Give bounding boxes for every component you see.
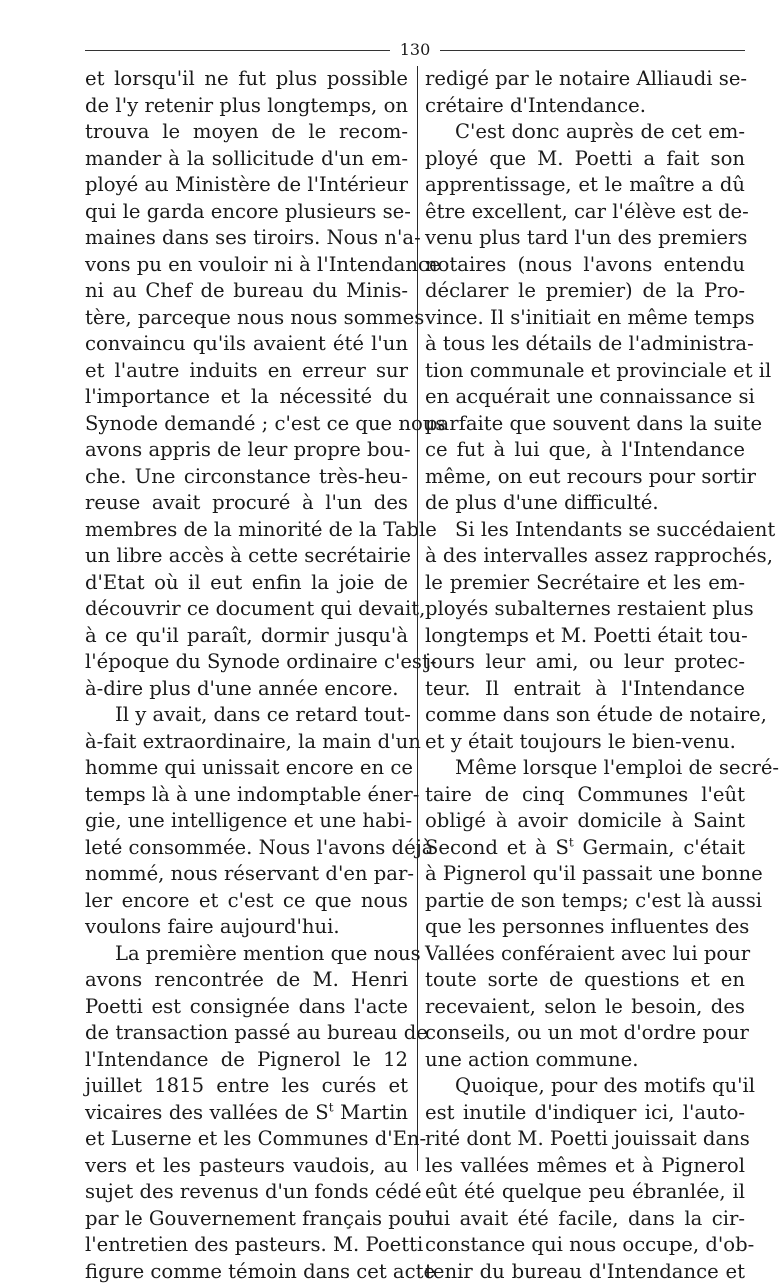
- text-line: eût été quelque peu ébranlée, il: [425, 1179, 745, 1206]
- text-line: à ce qu'il paraît, dormir jusqu'à: [85, 623, 408, 650]
- text-line: l'importance et la nécessité du: [85, 384, 408, 411]
- text-line: et y était toujours le bien-venu.: [425, 729, 745, 756]
- text-line: Même lorsque l'emploi de secré-: [425, 755, 745, 782]
- header-rule-right: [440, 50, 745, 51]
- text-line: notaires (nous l'avons entendu: [425, 252, 745, 279]
- text-line: voulons faire aujourd'hui.: [85, 914, 408, 941]
- text-line: et l'autre induits en erreur sur: [85, 358, 408, 385]
- text-line: ployé que M. Poetti a fait son: [425, 146, 745, 173]
- text-line: avons appris de leur propre bou-: [85, 437, 408, 464]
- text-line: reuse avait procuré à l'un des: [85, 490, 408, 517]
- text-line: comme dans son étude de notaire,: [425, 702, 745, 729]
- page-number: 130: [390, 38, 440, 62]
- text-line: Si les Intendants se succédaient: [425, 517, 745, 544]
- text-line: ployés subalternes restaient plus: [425, 596, 745, 623]
- text-line: temps là à une indomptable éner-: [85, 782, 408, 809]
- text-line: longtemps et M. Poetti était tou-: [425, 623, 745, 650]
- text-line: un libre accès à cette secrétairie: [85, 543, 408, 570]
- text-line: l'Intendance de Pignerol le 12: [85, 1047, 408, 1074]
- text-line: Synode demandé ; c'est ce que nous: [85, 411, 408, 438]
- text-line: Second et à $S^t$ Germain, c'était: [425, 835, 745, 862]
- text-line: à des intervalles assez rapprochés,: [425, 543, 745, 570]
- text-line: de plus d'une difficulté.: [425, 490, 745, 517]
- text-line: venu plus tard l'un des premiers: [425, 225, 745, 252]
- text-line: sujet des revenus d'un fonds cédé: [85, 1179, 408, 1206]
- text-line: Poetti est consignée dans l'acte: [85, 994, 408, 1021]
- text-line: être excellent, car l'élève est de-: [425, 199, 745, 226]
- text-line: homme qui unissait encore en ce: [85, 755, 408, 782]
- text-line: déclarer le premier) de la Pro-: [425, 278, 745, 305]
- text-line: redigé par le notaire Alliaudi se-: [425, 66, 745, 93]
- text-line: à tous les détails de l'administra-: [425, 331, 745, 358]
- text-line: rité dont M. Poetti jouissait dans: [425, 1126, 745, 1153]
- text-line: che. Une circonstance très-heu-: [85, 464, 408, 491]
- text-line: de l'y retenir plus longtemps, on: [85, 93, 408, 120]
- text-line: trouva le moyen de le recom-: [85, 119, 408, 146]
- text-line: et lorsqu'il ne fut plus possible: [85, 66, 408, 93]
- text-line: ni au Chef de bureau du Minis-: [85, 278, 408, 305]
- text-line: toute sorte de questions et en: [425, 967, 745, 994]
- text-line: l'époque du Synode ordinaire c'est-: [85, 649, 408, 676]
- text-line: figure comme témoin dans cet acte: [85, 1259, 408, 1285]
- text-line: vons pu en vouloir ni à l'Intendance: [85, 252, 408, 279]
- text-line: C'est donc auprès de cet em-: [425, 119, 745, 146]
- right-column: [425, 66, 745, 1285]
- text-line: nommé, nous réservant d'en par-: [85, 861, 408, 888]
- text-line: tion communale et provinciale et il: [425, 358, 745, 385]
- text-line: taire de cinq Communes l'eût: [425, 782, 745, 809]
- text-line: à Pignerol qu'il passait une bonne: [425, 861, 745, 888]
- text-line: membres de la minorité de la Table: [85, 517, 408, 544]
- text-line: découvrir ce document qui devait,: [85, 596, 408, 623]
- text-line: recevaient, selon le besoin, des: [425, 994, 745, 1021]
- text-line: qui le garda encore plusieurs se-: [85, 199, 408, 226]
- text-line: La première mention que nous: [85, 941, 408, 968]
- text-line: ler encore et c'est ce que nous: [85, 888, 408, 915]
- text-line: le premier Secrétaire et les em-: [425, 570, 745, 597]
- text-line: d'Etat où il eut enfin la joie de: [85, 570, 408, 597]
- left-column: [85, 66, 408, 1285]
- text-line: vince. Il s'initiait en même temps: [425, 305, 745, 332]
- text-line: Il y avait, dans ce retard tout-: [85, 702, 408, 729]
- text-line: que les personnes influentes des: [425, 914, 745, 941]
- text-line: parfaite que souvent dans la suite: [425, 411, 745, 438]
- text-line: Quoique, pour des motifs qu'il: [425, 1073, 745, 1100]
- text-line: jours leur ami, ou leur protec-: [425, 649, 745, 676]
- page-header: [85, 38, 745, 62]
- header-rule-left: [85, 50, 390, 51]
- text-line: convaincu qu'ils avaient été l'un: [85, 331, 408, 358]
- text-line: une action commune.: [425, 1047, 745, 1074]
- text-line: apprentissage, et le maître a dû: [425, 172, 745, 199]
- text-line: obligé à avoir domicile à Saint: [425, 808, 745, 835]
- text-line: l'entretien des pasteurs. M. Poetti: [85, 1232, 408, 1259]
- text-line: tenir du bureau d'Intendance et: [425, 1259, 745, 1285]
- text-line: teur. Il entrait à l'Intendance: [425, 676, 745, 703]
- text-line: juillet 1815 entre les curés et: [85, 1073, 408, 1100]
- text-line: même, on eut recours pour sortir: [425, 464, 745, 491]
- text-line: leté consommée. Nous l'avons déjà: [85, 835, 408, 862]
- text-line: les vallées mêmes et à Pignerol: [425, 1153, 745, 1180]
- text-line: lui avait été facile, dans la cir-: [425, 1206, 745, 1233]
- text-line: ployé au Ministère de l'Intérieur: [85, 172, 408, 199]
- text-line: avons rencontrée de M. Henri: [85, 967, 408, 994]
- text-line: crétaire d'Intendance.: [425, 93, 745, 120]
- text-line: vicaires des vallées de $S^t$ Martin: [85, 1100, 408, 1127]
- text-line: en acquérait une connaissance si: [425, 384, 745, 411]
- text-line: constance qui nous occupe, d'ob-: [425, 1232, 745, 1259]
- text-line: conseils, ou un mot d'ordre pour: [425, 1020, 745, 1047]
- text-line: à-fait extraordinaire, la main d'un: [85, 729, 408, 756]
- text-line: partie de son temps; c'est là aussi: [425, 888, 745, 915]
- text-line: Vallées conféraient avec lui pour: [425, 941, 745, 968]
- text-line: par le Gouvernement français pour: [85, 1206, 408, 1233]
- text-line: et Luserne et les Communes d'En-: [85, 1126, 408, 1153]
- text-line: mander à la sollicitude d'un em-: [85, 146, 408, 173]
- text-line: à-dire plus d'une année encore.: [85, 676, 408, 703]
- text-line: ce fut à lui que, à l'Intendance: [425, 437, 745, 464]
- text-line: vers et les pasteurs vaudois, au: [85, 1153, 408, 1180]
- text-line: est inutile d'indiquer ici, l'auto-: [425, 1100, 745, 1127]
- text-line: gie, une intelligence et une habi-: [85, 808, 408, 835]
- text-line: de transaction passé au bureau de: [85, 1020, 408, 1047]
- text-line: tère, parceque nous nous sommes: [85, 305, 408, 332]
- text-line: maines dans ses tiroirs. Nous n'a-: [85, 225, 408, 252]
